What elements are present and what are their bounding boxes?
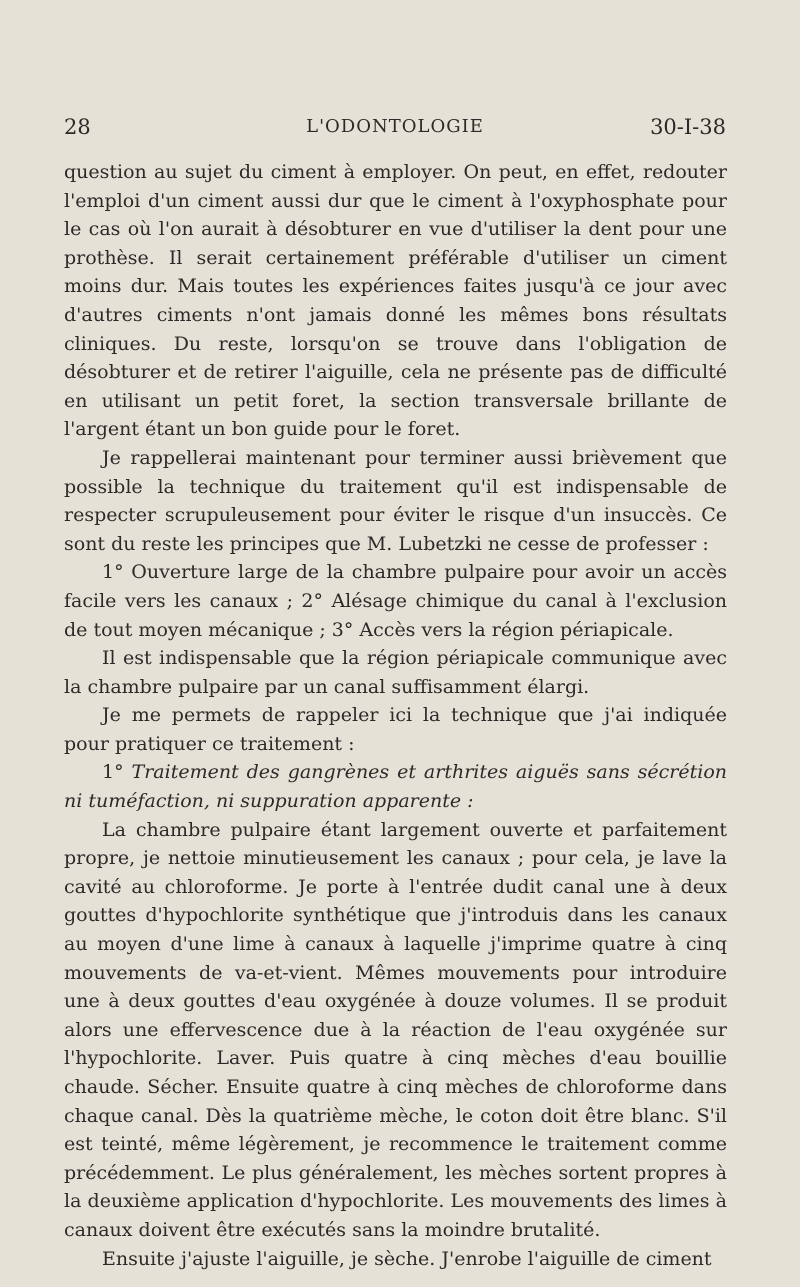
- journal-title: L'ODONTOLOGIE: [306, 116, 484, 137]
- issue-date: 30-I-38: [650, 115, 726, 139]
- paragraph: question au sujet du ciment à employer. On peut, en effet, redouter l'emploi d'un ciment aussi dur que le ciment à l'oxyphosphate pour le cas où l'on aurait à désobturer en vue d'utiliser la dent pour une prothèse. Il serait certainement préférable d'utiliser un ciment moins dur. Mais toutes les expériences faites jusqu'à ce jour avec d'autres ciments n'ont jamais donné les mêmes bons résultats cliniques. Du reste, lorsqu'on se trouve dans l'obligation de désobturer et de retirer l'aiguille, cela ne présente pas de difficulté en utilisant un petit foret, la section transversale brillante de l'argent étant un bon guide pour le foret.: [64, 161, 727, 441]
- section-heading: [64, 758, 727, 815]
- running-header: [64, 112, 726, 142]
- body-text: [64, 158, 727, 1273]
- paragraph: Il est indispensable que la région périapicale communique avec la chambre pulpaire par un canal suffisamment élargi.: [64, 647, 727, 698]
- section-number: 1°: [102, 761, 124, 784]
- paragraph: La chambre pulpaire étant largement ouverte et parfaitement propre, je nettoie minutieusement les canaux ; pour cela, je lave la cavité au chloroforme. Je porte à l'entrée dudit canal une à deux gouttes d'hypochlorite synthétique que j'introduis dans les canaux au moyen d'une lime à canaux à laquelle j'imprime quatre à cinq mouvements de va-et-vient. Mêmes mouvements pour introduire une à deux gouttes d'eau oxygénée à douze volumes. Il se produit alors une effervescence due à la réaction de l'eau oxygénée sur l'hypochlorite. Laver. Puis quatre à cinq mèches d'eau bouillie chaude. Sécher. Ensuite quatre à cinq mèches de chloroforme dans chaque canal. Dès la quatrième mèche, le coton doit être blanc. S'il est teinté, même légèrement, je recommence le traitement comme précédemment. Le plus généralement, les mèches sortent propres à la deuxième application d'hypochlorite. Les mouvements des limes à canaux doivent être exécutés sans la moindre brutalité.: [64, 818, 727, 1241]
- paragraph: 1° Ouverture large de la chambre pulpaire pour avoir un accès facile vers les canaux ; 2° Alésage chimique du canal à l'exclusion de tout moyen mécanique ; 3° Accès vers la région périapicale.: [64, 561, 727, 641]
- paragraph: Ensuite j'ajuste l'aiguille, je sèche. J'enrobe l'aiguille de ciment: [102, 1247, 712, 1270]
- paragraph: Je rappellerai maintenant pour terminer aussi brièvement que possible la technique du traitement qu'il est indispensable de respecter scrupuleusement pour éviter le risque d'un insuccès. Ce sont du reste les principes que M. Lubetzki ne cesse de professer :: [64, 446, 727, 555]
- page-number: 28: [64, 115, 91, 139]
- paragraph: Je me permets de rappeler ici la technique que j'ai indiquée pour pratiquer ce traitement :: [64, 704, 727, 755]
- section-title: Traitement des gangrènes et arthrites aiguës sans sécrétion ni tuméfaction, ni suppuration apparente :: [64, 761, 727, 813]
